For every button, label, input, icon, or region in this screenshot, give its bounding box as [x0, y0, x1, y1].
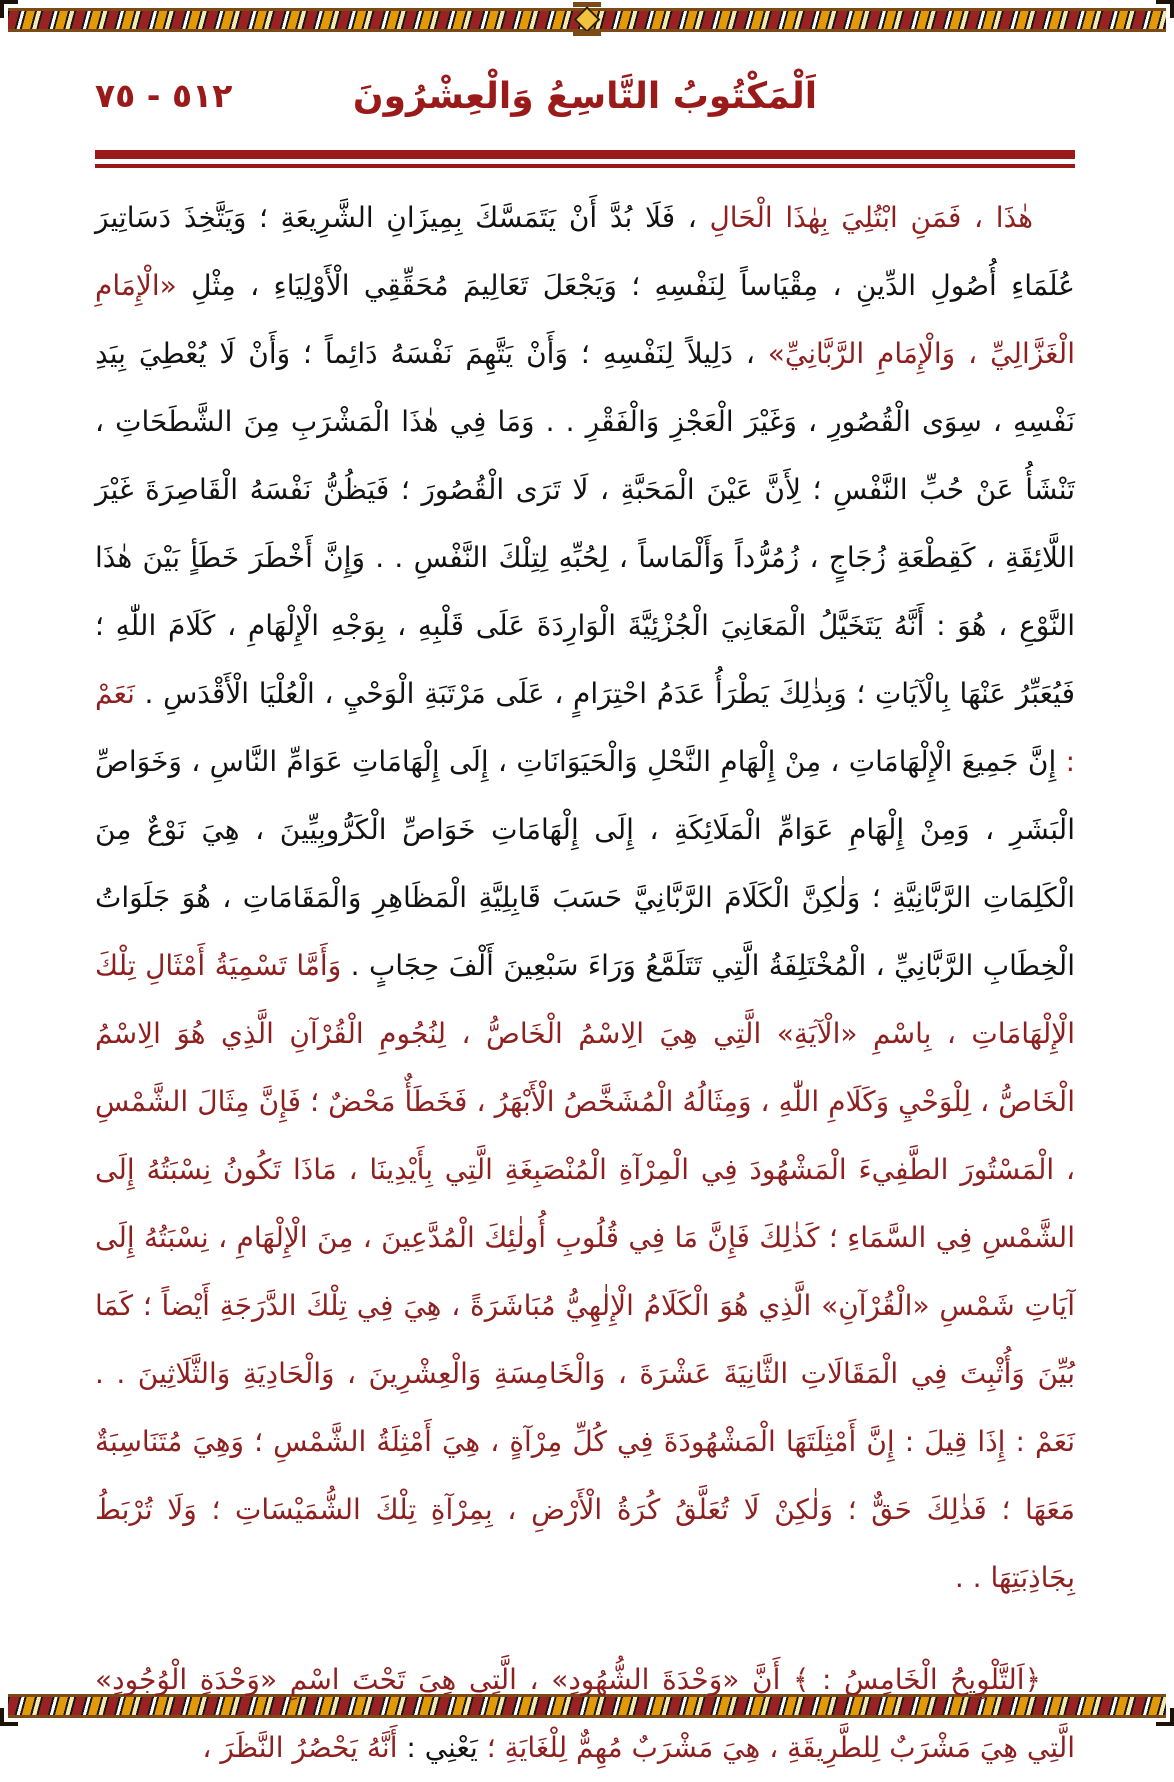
text-run-black: ، فَلَا بُدَّ أَنْ يَتَمَسَّكَ بِمِيزَانِ الشَّرِيعَةِ ؛ وَيَتَّخِذَ دَسَاتِيرَ عُلَمَاءِ أُصُولِ الدِّينِ ، مِقْيَاساً لِنَفْسِهِ ؛ وَيَجْعَلَ تَعَالِيمَ مُحَقِّقِي الْأَوْلِيَاءِ ، مِثْلِ	[95, 201, 1075, 302]
rule-bar-thick	[95, 150, 1075, 159]
corner-mark-bottom-left	[0, 1708, 18, 1726]
chapter-title: اَلْمَكْتُوبُ التَّاسِعُ وَالْعِشْرُونَ	[352, 76, 818, 117]
corner-mark-bottom-right	[1156, 1708, 1174, 1726]
text-run-black: إِنَّ جَمِيعَ الْإِلْهَامَاتِ ، مِنْ إِلْهَامِ النَّحْلِ وَالْحَيَوَانَاتِ ، إِلَى إِلْهَامَاتِ عَوَامِّ النَّاسِ ، وَخَوَاصِّ الْبَشَرِ ، وَمِنْ إِلْهَامِ عَوَامِّ الْمَلَائِكَةِ ، إِلَى إِلْهَامَاتِ خَوَاصِّ الْكَرُّوبِيِّينَ ، هِيَ نَوْعٌ مِنَ الْكَلِمَاتِ الرَّبَّانِيَّةِ ؛ وَلٰكِنَّ الْكَلَامَ الرَّبَّانِيَّ حَسَبَ قَابِلِيَّةِ الْمَظَاهِرِ وَالْمَقَامَاتِ ، هُوَ جَلَوَاتُ الْخِطَابِ الرَّبَّانِيِّ ، الْمُخْتَلِفَةُ الَّتِي تَتَلَمَّعُ وَرَاءَ سَبْعِينَ أَلْفَ حِجَابٍ .	[95, 745, 1075, 982]
text-run-red: ﴿اَلتَّلْوِيحُ الْخَامِسُ : ﴾ أَنَّ «وَحْدَةَ الشُّهُودِ» ، الَّتِي هِيَ تَحْتَ اسْمِ «وَحْدَةِ الْوُجُودِ» الَّتِي هِيَ مَشْرَبٌ لِلطَّرِيقَةِ ، هِيَ مَشْرَبٌ مُهِمٌّ لِلْغَايَةِ ؛	[95, 1663, 1075, 1764]
body-text	[95, 184, 1075, 1782]
text-run-black: يَعْنِي :	[397, 1731, 478, 1764]
header-double-rule	[95, 150, 1075, 168]
top-center-tick-inner	[573, 31, 601, 36]
text-run-red: وَأَمَّا تَسْمِيَةُ أَمْثَالِ تِلْكَ الْإِلْهَامَاتِ ، بِاسْمِ «الْآيَةِ» الَّتِي هِيَ الِاسْمُ الْخَاصُّ ، لِنُجُومِ الْقُرْآنِ الَّذِي هُوَ الِاسْمُ الْخَاصُّ ، لِلْوَحْيِ وَكَلَامِ اللّٰهِ ، وَمِثَالُهُ الْمُشَخَّصُ الْأَبْهَرُ ، فَخَطَأٌ مَحْضٌ ؛ فَإِنَّ مِثَالَ الشَّمْسِ ، الْمَسْتُورَ الطَّفِيءَ الْمَشْهُودَ فِي الْمِرْآةِ الْمُنْصَبِغَةِ الَّتِي بِأَيْدِينَا ، مَاذَا تَكُونُ نِسْبَتُهُ إِلَى الشَّمْسِ فِي السَّمَاءِ ؛ كَذٰلِكَ فَإِنَّ مَا فِي قُلُوبِ أُولٰئِكَ الْمُدَّعِينَ ، مِنَ الْإِلْهَامِ ، نِسْبَتُهُ إِلَى آيَاتِ شَمْسِ «الْقُرْآنِ» الَّذِي هُوَ الْكَلَامُ الْإِلٰهِيُّ مُبَاشَرَةً ، هِيَ فِي تِلْكَ الدَّرَجَةِ أَيْضاً ؛ كَمَا بُيِّنَ وَأُثْبِتَ فِي الْمَقَالَاتِ الثَّانِيَةَ عَشْرَةَ ، وَالْخَامِسَةِ وَالْعِشْرِينَ ، وَالْحَادِيَةِ وَالثَّلَاثِينَ . . نَعَمْ : إِذَا قِيلَ : إِنَّ أَمْثِلَتَهَا الْمَشْهُودَةَ فِي كُلِّ مِرْآةٍ ، هِيَ أَمْثِلَةُ الشَّمْسِ ؛ وَهِيَ مُتَنَاسِبَةٌ مَعَهَا ؛ فَذٰلِكَ حَقٌّ ؛ وَلٰكِنْ لَا تُعَلَّقُ كُرَةُ الْأَرْضِ ، بِمِرْآةِ تِلْكَ الشُّمَيْسَاتِ ؛ وَلَا تُرْبَطُ بِجَاذِبَتِهَا . .	[95, 949, 1075, 1594]
text-run-black: ، دَلِيلاً لِنَفْسِهِ ؛ وَأَنْ يَتَّهِمَ نَفْسَهُ دَائِماً ؛ وَأَنْ لَا يُعْطِيَ بِيَدِ نَفْسِهِ ، سِوَى الْقُصُورِ ، وَغَيْرَ الْعَجْزِ وَالْفَقْرِ . . وَمَا فِي هٰذَا الْمَشْرَبِ مِنَ الشَّطَحَاتِ ، تَنْشَأُ عَنْ حُبِّ النَّفْسِ ؛ لِأَنَّ عَيْنَ الْمَحَبَّةِ ، لَا تَرَى الْقُصُورَ ؛ فَيَظُنُّ نَفْسَهُ الْقَاصِرَةَ غَيْرَ اللَّائِقَةِ ، كَقِطْعَةِ زُجَاجٍ ، زُمُرُّداً وَأَلْمَاساً ، لِحُبِّهِ لِتِلْكَ النَّفْسِ . . وَإِنَّ أَخْطَرَ خَطَأٍ بَيْنَ هٰذَا النَّوْعِ ، هُوَ : أَنَّهُ يَتَخَيَّلُ الْمَعَانِيَ الْجُزْئِيَّةَ الْوَارِدَةَ عَلَى قَلْبِهِ ، بِوَجْهِ الْإِلْهَامِ ، كَلَامَ اللّٰهِ ؛ فَيُعَبِّرُ عَنْهَا بِالْآيَاتِ ؛ وَبِذٰلِكَ يَطْرَأُ عَدَمُ احْتِرَامٍ ، عَلَى مَرْتَبَةِ الْوَحْيِ ، الْعُلْيَا الْأَقْدَسِ .	[95, 337, 1075, 710]
text-run-red: هٰذَا ، فَمَنِ ابْتُلِيَ بِهٰذَا الْحَالِ	[709, 201, 1033, 234]
page-content	[95, 50, 1075, 1764]
page-number: ٥١٢ - ٧٥	[95, 76, 233, 115]
text-run-red: نَعَمْ :	[95, 677, 1075, 778]
rule-bar-thin	[95, 164, 1075, 168]
corner-mark-top-right	[1156, 0, 1174, 18]
page-header	[95, 50, 1075, 136]
paragraph-fifth-talwih	[95, 1646, 1075, 1782]
text-run-red: أَنَّهُ يَحْصُرُ النَّظَرَ ،	[202, 1731, 398, 1764]
corner-mark-top-left	[0, 0, 18, 18]
text-run-red: «الْإِمَامِ الْغَزَّالِيِّ ، وَالْإِمَامِ الرَّبَّانِيِّ»	[95, 269, 1075, 370]
paragraph-main	[95, 184, 1075, 1612]
